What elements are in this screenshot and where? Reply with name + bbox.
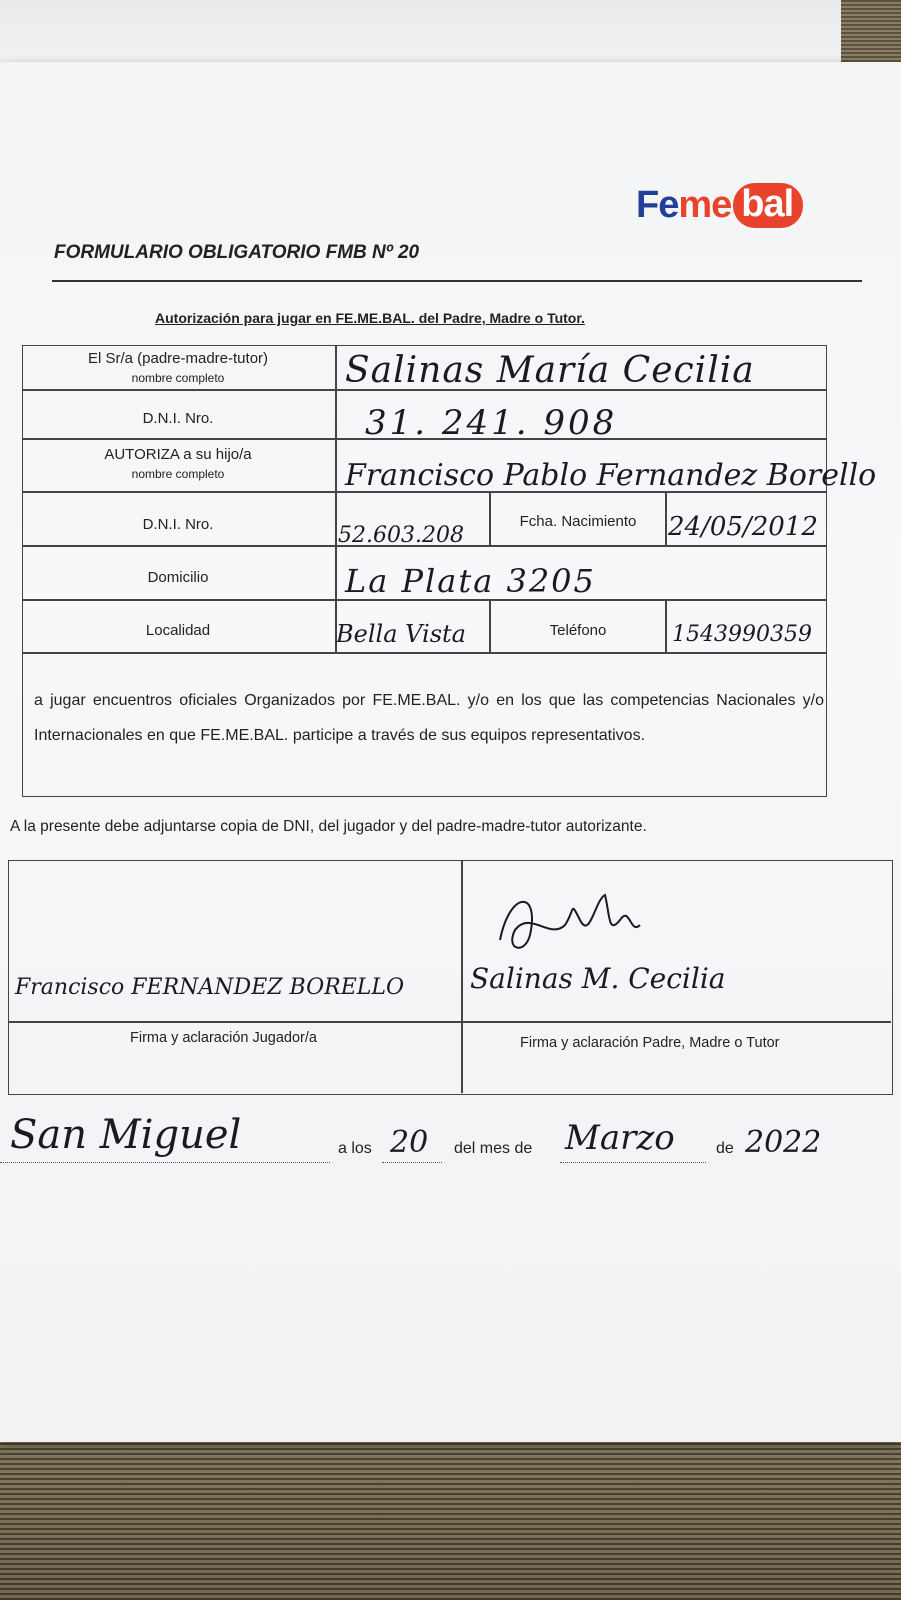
column-divider xyxy=(335,346,337,652)
parent-signature-scribble xyxy=(480,880,650,960)
month-value: Marzo xyxy=(565,1118,675,1158)
del-mes-de-text: del mes de xyxy=(454,1140,533,1157)
parent-label-text: El Sr/a (padre-madre-tutor) xyxy=(87,350,269,367)
player-signature-label: Firma y aclaración Jugador/a xyxy=(130,1030,317,1046)
authorization-paragraph: a jugar encuentros oficiales Organizados por FE.ME.BAL. y/o en los que las competencias Nacionales y/o Internacionales en que FE.ME.BAL. participe a través de sus equipos representativos. xyxy=(34,692,824,744)
parent-dni-label: D.N.I. Nro. xyxy=(142,410,214,427)
parent-dni-value: 31. 241. 908 xyxy=(365,403,618,443)
parent-name-value: Salinas María Cecilia xyxy=(345,350,755,391)
signature-column-divider xyxy=(461,861,463,1093)
child-label-text: AUTORIZA a su hijo/a xyxy=(104,446,252,463)
logo-part-bal: bal xyxy=(733,183,803,228)
year-value: 2022 xyxy=(745,1125,822,1160)
child-name-label xyxy=(22,446,334,481)
birth-date-label: Fcha. Nacimiento xyxy=(519,513,637,530)
child-sublabel: nombre completo xyxy=(131,467,225,481)
phone-value: 1543990359 xyxy=(672,622,812,647)
logo-part-me: me xyxy=(678,183,732,226)
form-subtitle: Autorización para jugar en FE.ME.BAL. del Padre, Madre o Tutor. xyxy=(155,310,585,326)
place-value: San Miguel xyxy=(10,1112,242,1158)
row-divider xyxy=(23,652,826,654)
title-divider xyxy=(52,280,862,282)
address-label: Domicilio xyxy=(147,569,209,586)
child-dni-label: D.N.I. Nro. xyxy=(142,516,214,533)
locality-value: Bella Vista xyxy=(336,620,466,648)
parent-name-label xyxy=(22,350,334,385)
femebal-logo xyxy=(636,180,803,230)
child-dni-value: 52.603.208 xyxy=(338,523,464,548)
form-title: FORMULARIO OBLIGATORIO FMB Nº 20 xyxy=(54,242,420,263)
logo-part-fe: Fe xyxy=(636,183,679,226)
de-text: de xyxy=(716,1140,734,1157)
player-signature-name: Francisco FERNANDEZ BORELLO xyxy=(15,975,405,1000)
phone-label: Teléfono xyxy=(549,622,607,639)
carpet-surface xyxy=(0,1440,901,1600)
parent-signature-name: Salinas M. Cecilia xyxy=(470,962,726,995)
child-name-value: Francisco Pablo Fernandez Borello xyxy=(345,458,877,493)
parent-signature-label: Firma y aclaración Padre, Madre o Tutor xyxy=(520,1035,780,1051)
locality-label: Localidad xyxy=(145,622,211,639)
address-value: La Plata 3205 xyxy=(345,562,596,600)
a-los-text: a los xyxy=(338,1140,372,1157)
background-surface xyxy=(841,0,901,70)
birth-date-value: 24/05/2012 xyxy=(668,512,818,542)
attachment-note: A la presente debe adjuntarse copia de DNI, del jugador y del padre-madre-tutor autorizante. xyxy=(10,818,647,835)
signature-row-divider xyxy=(9,1021,891,1023)
day-value: 20 xyxy=(390,1125,429,1160)
parent-sublabel: nombre completo xyxy=(131,371,225,385)
